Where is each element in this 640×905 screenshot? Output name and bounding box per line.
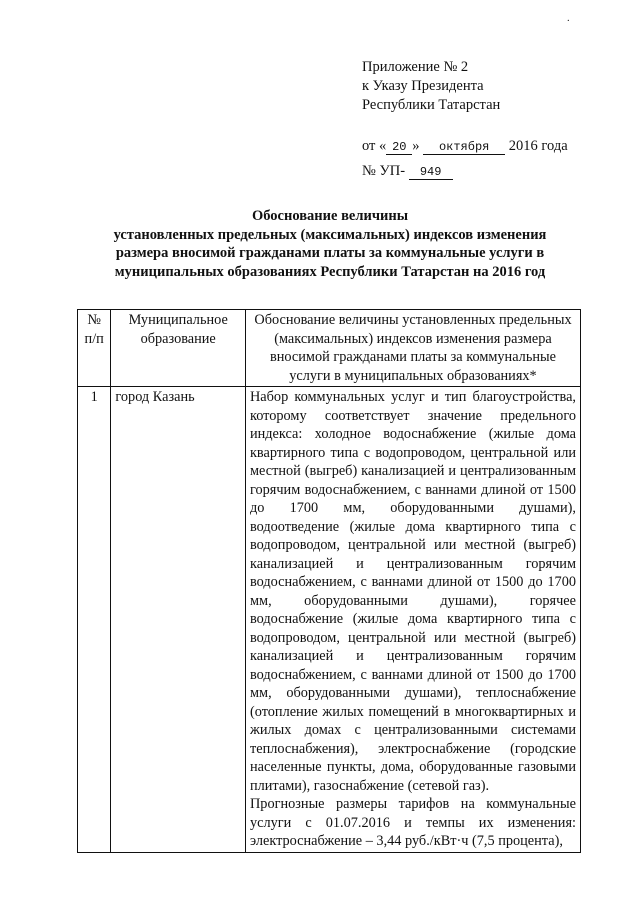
appendix-block bbox=[362, 58, 568, 181]
number-value: 949 bbox=[409, 166, 453, 180]
decree-number bbox=[362, 162, 568, 181]
date-mid: » bbox=[412, 138, 420, 154]
justification-paragraph-2: Прогнозные размеры тарифов на коммунальные услуги с 01.07.2016 и темпы их изменения: электроснабжение – 3,44 руб./кВт·ч (7,5 процента), bbox=[249, 796, 576, 849]
title-line-3: размера вносимой гражданами платы за коммунальные услуги в bbox=[115, 245, 545, 261]
corner-mark: · bbox=[566, 16, 570, 27]
date-prefix: от « bbox=[362, 138, 387, 154]
header-municipality: Муниципальное образование bbox=[111, 310, 246, 387]
title-line-2: установленных предельных (максимальных) индексов изменения bbox=[113, 226, 547, 243]
title-line-1: Обоснование величины bbox=[251, 208, 409, 224]
date-suffix: 2016 года bbox=[508, 138, 568, 154]
header-justification: Обоснование величины установленных предельных (максимальных) индексов изменения размера вносимой гражданами платы за коммунальные услуги в муниципальных образованиях* bbox=[245, 310, 580, 387]
decree-date bbox=[362, 137, 568, 156]
appendix-line-1: Приложение № 2 bbox=[362, 59, 469, 75]
appendix-line-2: к Указу Президента bbox=[362, 78, 484, 94]
date-day: 20 bbox=[386, 141, 412, 155]
title-line-4: муниципальных образованиях Республики Татарстан на 2016 год bbox=[114, 263, 546, 280]
justification-paragraph-1: Набор коммунальных услуг и тип благоустройства, которому соответствует значение предельного индекса: холодное водоснабжение (жилые дома квартирного типа с водопроводом, центральной или местной (выгреб) канализацией и централизованным горячим водоснабжением, с ваннами длиной от 1500 до 1700 мм, оборудованными душами), водоотведение (жилые дома квартирного типа с водопроводом, центральной или местной (выгреб) канализацией и централизованным горячим водоснабжением, с ваннами длиной от 1500 до 1700 мм, оборудованными душами), горячее водоснабжение (жилые дома квартирного типа с водопроводом, центральной или местной (выгреб) канализацией и централизованным горячим водоснабжением, с ваннами длиной от 1500 до 1700 мм, оборудованными душами), теплоснабжение (отопление жилых помещений в многоквартирных и жилых домах с централизованными системами теплоснабжения), электроснабжение (городские населенные пункты, дома, оборудованные газовыми плитами), газоснабжение (сетевой газ). bbox=[249, 389, 576, 794]
table-row bbox=[78, 387, 581, 853]
row-justification bbox=[245, 387, 580, 853]
appendix-line-3: Республики Татарстан bbox=[362, 97, 501, 113]
row-num: 1 bbox=[78, 387, 111, 853]
date-month: октября bbox=[423, 141, 505, 155]
row-municipality: город Казань bbox=[111, 387, 246, 853]
number-prefix: № УП- bbox=[362, 163, 406, 179]
table-header-row bbox=[78, 310, 581, 387]
header-num: № п/п bbox=[78, 310, 111, 387]
justification-table bbox=[77, 309, 581, 853]
document-title bbox=[90, 207, 570, 281]
